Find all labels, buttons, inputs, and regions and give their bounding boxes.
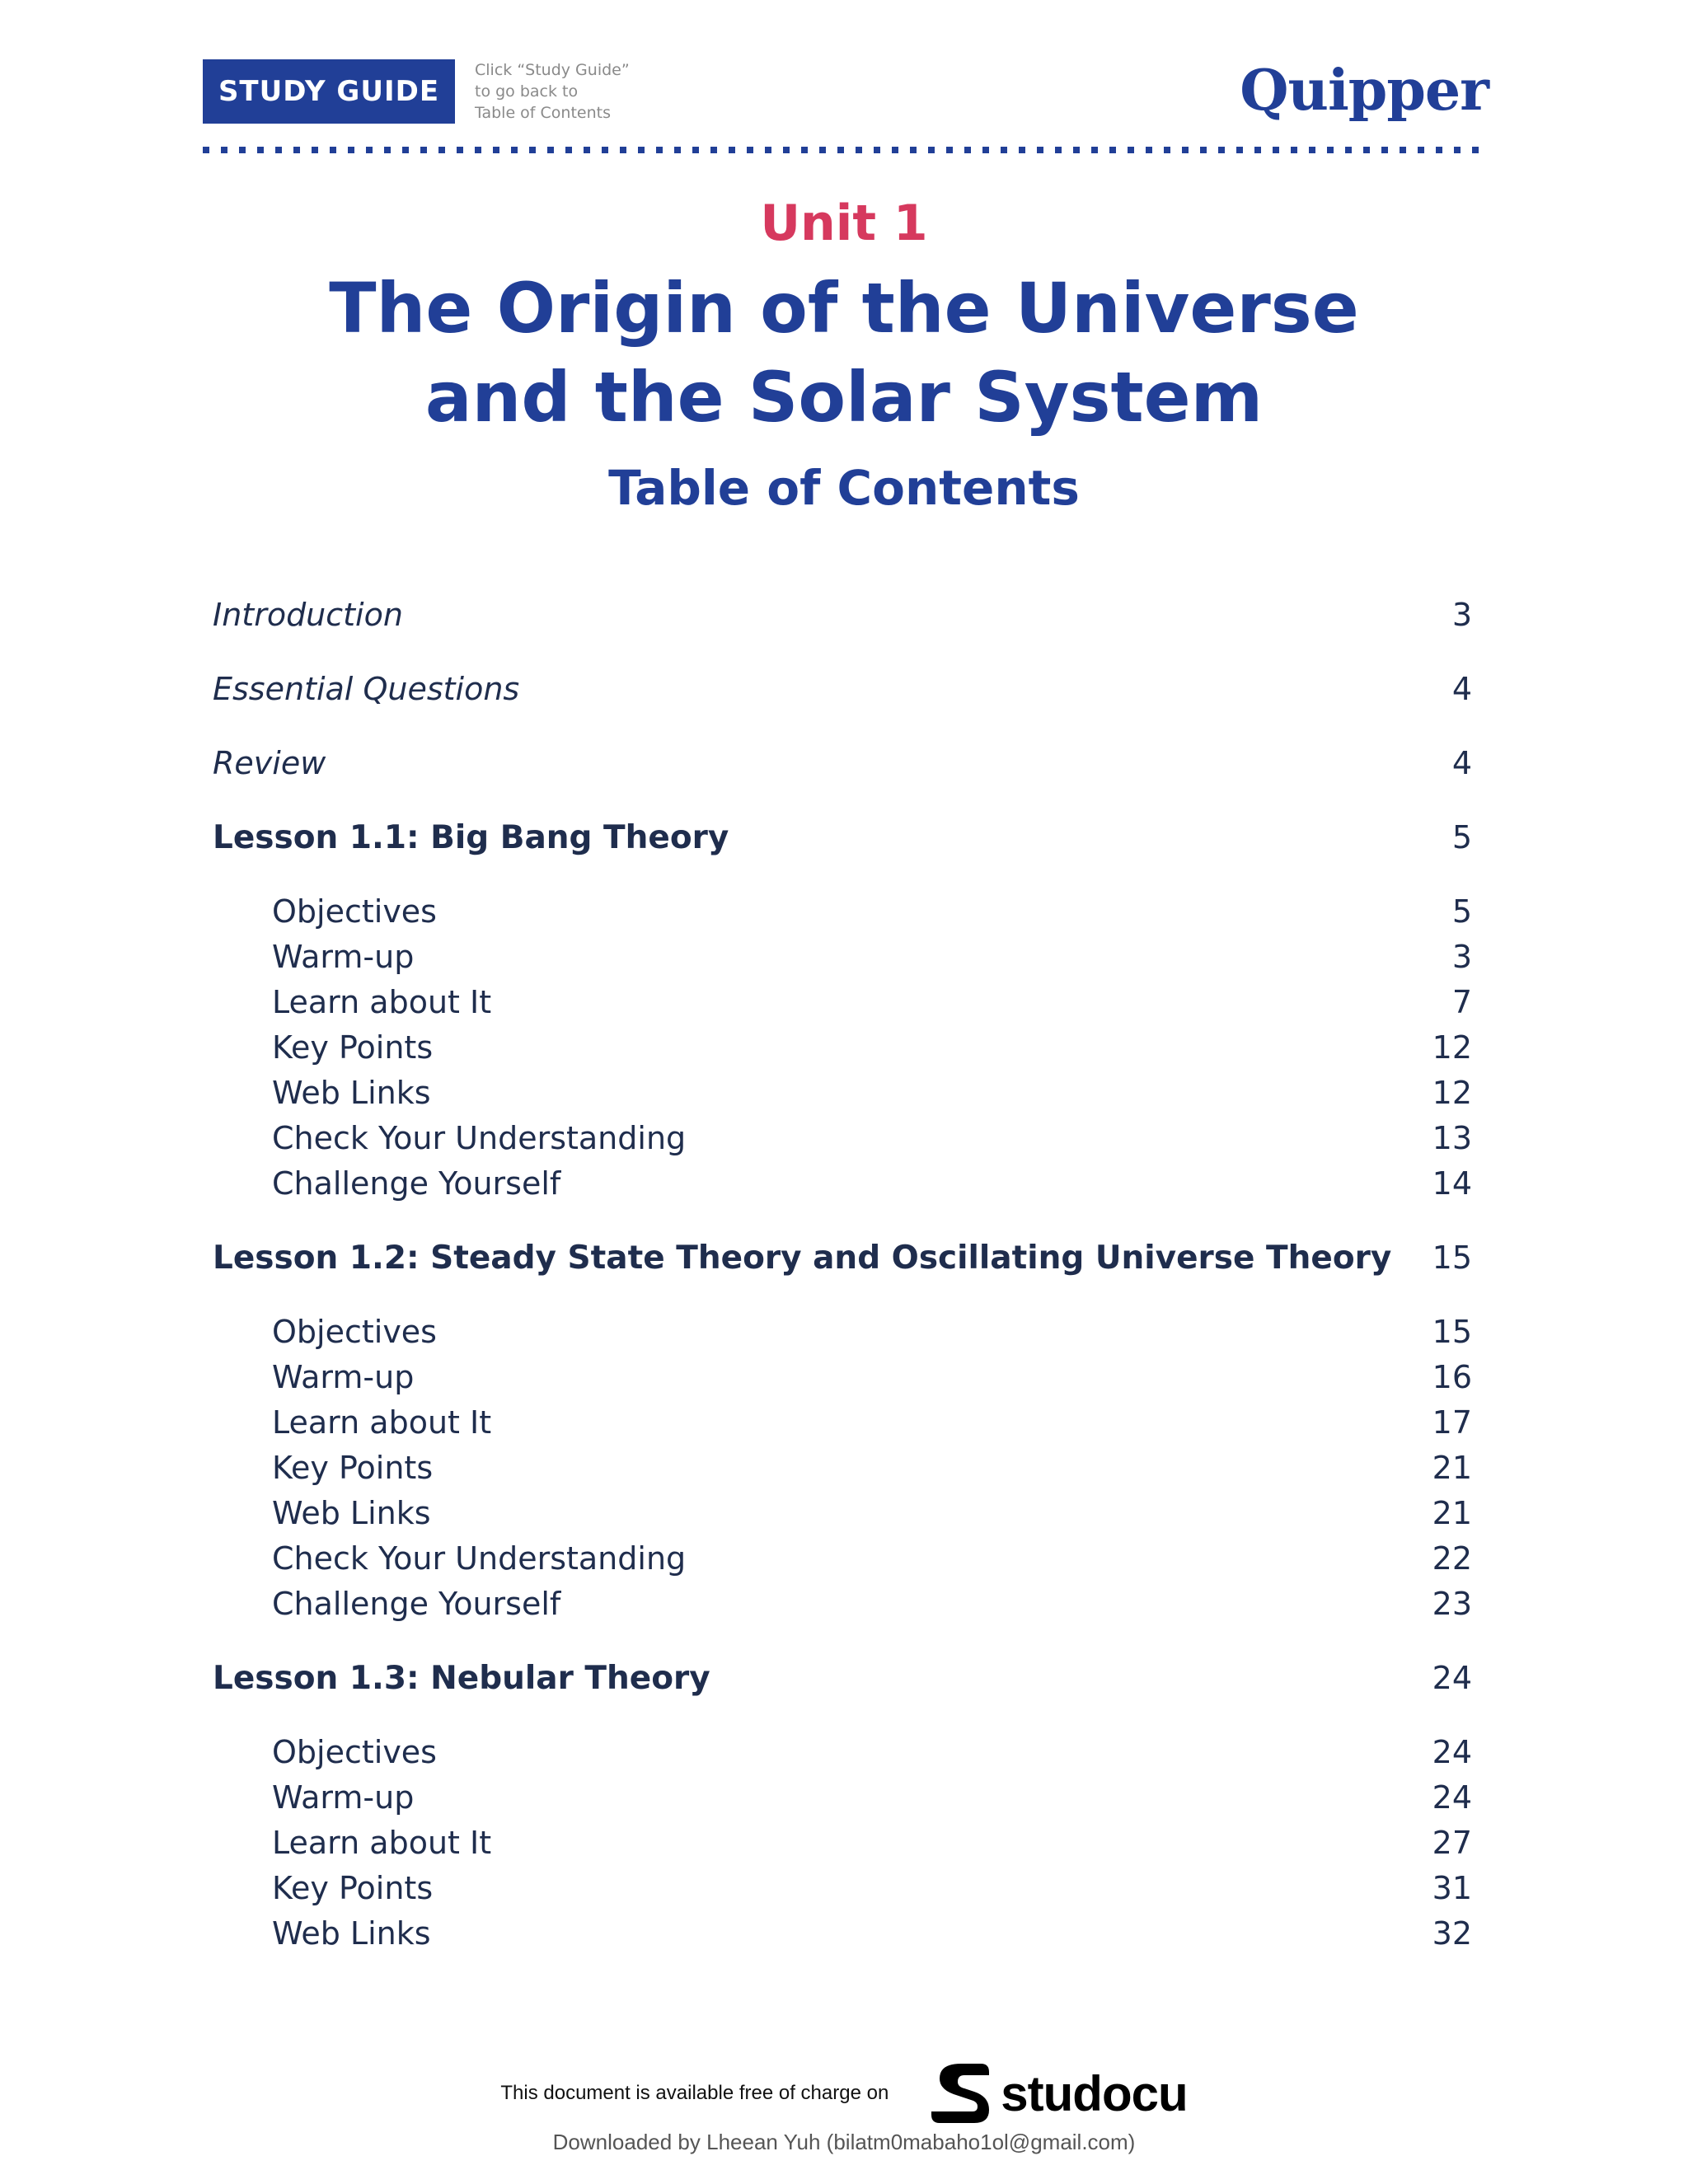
toc-entry-label: Challenge Yourself — [272, 1165, 561, 1202]
toc-entry[interactable] — [213, 1445, 1472, 1491]
toc-entry-label: Objectives — [272, 1734, 437, 1770]
toc-entry-page: 31 — [1432, 1870, 1472, 1906]
toc-entry[interactable] — [213, 592, 1472, 638]
study-guide-hint — [475, 59, 656, 124]
toc-entry[interactable] — [213, 1160, 1472, 1207]
footer-available-text: This document is available free of charge on — [500, 2082, 889, 2104]
toc-entry-page: 4 — [1451, 671, 1472, 707]
toc-entry-label: Learn about It — [272, 1825, 492, 1861]
toc-entry[interactable] — [213, 1070, 1472, 1116]
downloaded-by: Downloaded by Lheean Yuh (bilatm0mabaho1ol@gmail.com) — [552, 2130, 1136, 2154]
toc-entry-label: Essential Questions — [213, 671, 520, 707]
toc-entry[interactable] — [213, 1399, 1472, 1446]
toc-entry-page: 12 — [1432, 1029, 1472, 1066]
toc-entry-page: 24 — [1432, 1779, 1472, 1816]
toc-entry-page: 7 — [1451, 984, 1472, 1020]
toc-entry[interactable] — [213, 1910, 1472, 1957]
toc-entry[interactable] — [213, 666, 1472, 712]
toc-entry-page: 27 — [1432, 1825, 1472, 1861]
toc-entry-page: 24 — [1432, 1660, 1472, 1696]
toc-entry-label: Web Links — [272, 1495, 431, 1531]
toc-entry[interactable] — [213, 1774, 1472, 1821]
studocu-brand: studocu — [1001, 2065, 1188, 2121]
toc-entry[interactable] — [213, 1865, 1472, 1911]
toc-entry-page: 3 — [1451, 939, 1472, 975]
toc-entry-label: Lesson 1.2: Steady State Theory and Oscillating Universe Theory — [213, 1239, 1392, 1277]
toc-entry[interactable] — [213, 934, 1472, 980]
toc-entry[interactable] — [213, 1729, 1472, 1775]
toc-heading: Table of Contents — [608, 460, 1080, 516]
toc-entry-label: Check Your Understanding — [272, 1120, 687, 1156]
title-line: and the Solar System — [424, 357, 1264, 438]
page-header — [203, 59, 1489, 158]
toc-entry-label: Objectives — [272, 1314, 437, 1350]
toc-entry-label: Learn about It — [272, 1404, 492, 1441]
toc-entry-page: 12 — [1432, 1075, 1472, 1111]
toc-entry-label: Key Points — [272, 1870, 434, 1906]
toc-entry-label: Check Your Understanding — [272, 1540, 687, 1577]
toc-entry-page: 15 — [1432, 1314, 1472, 1350]
toc-entry[interactable] — [213, 1581, 1472, 1627]
toc-entry-label: Lesson 1.3: Nebular Theory — [213, 1659, 710, 1697]
toc-entry-label: Web Links — [272, 1075, 431, 1111]
toc-entry[interactable] — [213, 1820, 1472, 1866]
unit-label: Unit 1 — [760, 194, 928, 252]
toc-entry[interactable] — [213, 740, 1472, 786]
toc-entry-page: 5 — [1451, 819, 1472, 855]
dotted-divider — [203, 147, 1489, 153]
toc-entry-label: Warm-up — [272, 1779, 415, 1816]
hint-line: to go back to — [475, 82, 579, 101]
toc-entry-label: Learn about It — [272, 984, 492, 1020]
toc-entry-label: Lesson 1.1: Big Bang Theory — [213, 818, 729, 856]
toc-entry[interactable] — [213, 814, 1472, 860]
toc-entry[interactable] — [213, 1309, 1472, 1355]
toc-entry[interactable] — [213, 979, 1472, 1025]
toc-entry-label: Warm-up — [272, 1359, 415, 1395]
toc-entry[interactable] — [213, 1024, 1472, 1071]
toc-entry-page: 17 — [1432, 1404, 1472, 1441]
hint-line: Table of Contents — [475, 104, 611, 122]
toc-entry-page: 32 — [1432, 1915, 1472, 1952]
toc-entry-label: Key Points — [272, 1450, 434, 1486]
toc-entry-page: 21 — [1432, 1495, 1472, 1531]
toc-entry-label: Web Links — [272, 1915, 431, 1952]
toc-entry-page: 24 — [1432, 1734, 1472, 1770]
quipper-logo: Quipper — [1240, 58, 1489, 124]
toc-entry-label: Objectives — [272, 893, 437, 930]
toc-entry-label: Warm-up — [272, 939, 415, 975]
toc-entry-page: 23 — [1432, 1586, 1472, 1622]
toc-entry-page: 16 — [1432, 1359, 1472, 1395]
toc-entry[interactable] — [213, 1354, 1472, 1400]
hint-line: Click “Study Guide” — [475, 61, 630, 79]
toc-entry[interactable] — [213, 1490, 1472, 1536]
toc-entry-label: Key Points — [272, 1029, 434, 1066]
toc-entry-page: 3 — [1451, 597, 1472, 633]
title-line: The Origin of the Universe — [329, 268, 1359, 349]
toc-entry[interactable] — [213, 888, 1472, 935]
toc-entry[interactable] — [213, 1535, 1472, 1582]
page-title — [0, 264, 1688, 442]
study-guide-button[interactable]: STUDY GUIDE — [203, 59, 455, 124]
toc-entry-page: 4 — [1451, 745, 1472, 781]
toc-entry[interactable] — [213, 1235, 1472, 1281]
toc-entry-page: 15 — [1432, 1240, 1472, 1276]
toc-entry-page: 13 — [1432, 1120, 1472, 1156]
toc-entry-label: Review — [213, 745, 326, 781]
toc-entry-page: 5 — [1451, 893, 1472, 930]
toc-entry-page: 21 — [1432, 1450, 1472, 1486]
studocu-logo[interactable] — [928, 2060, 1187, 2126]
toc-entry-page: 22 — [1432, 1540, 1472, 1577]
toc-entry-page: 14 — [1432, 1165, 1472, 1202]
studocu-mark-icon — [928, 2060, 992, 2126]
footer-availability — [0, 2060, 1688, 2126]
toc-entry[interactable] — [213, 1115, 1472, 1161]
toc-entry-label: Introduction — [213, 597, 403, 633]
toc-entry[interactable] — [213, 1655, 1472, 1701]
toc-entry-label: Challenge Yourself — [272, 1586, 561, 1622]
